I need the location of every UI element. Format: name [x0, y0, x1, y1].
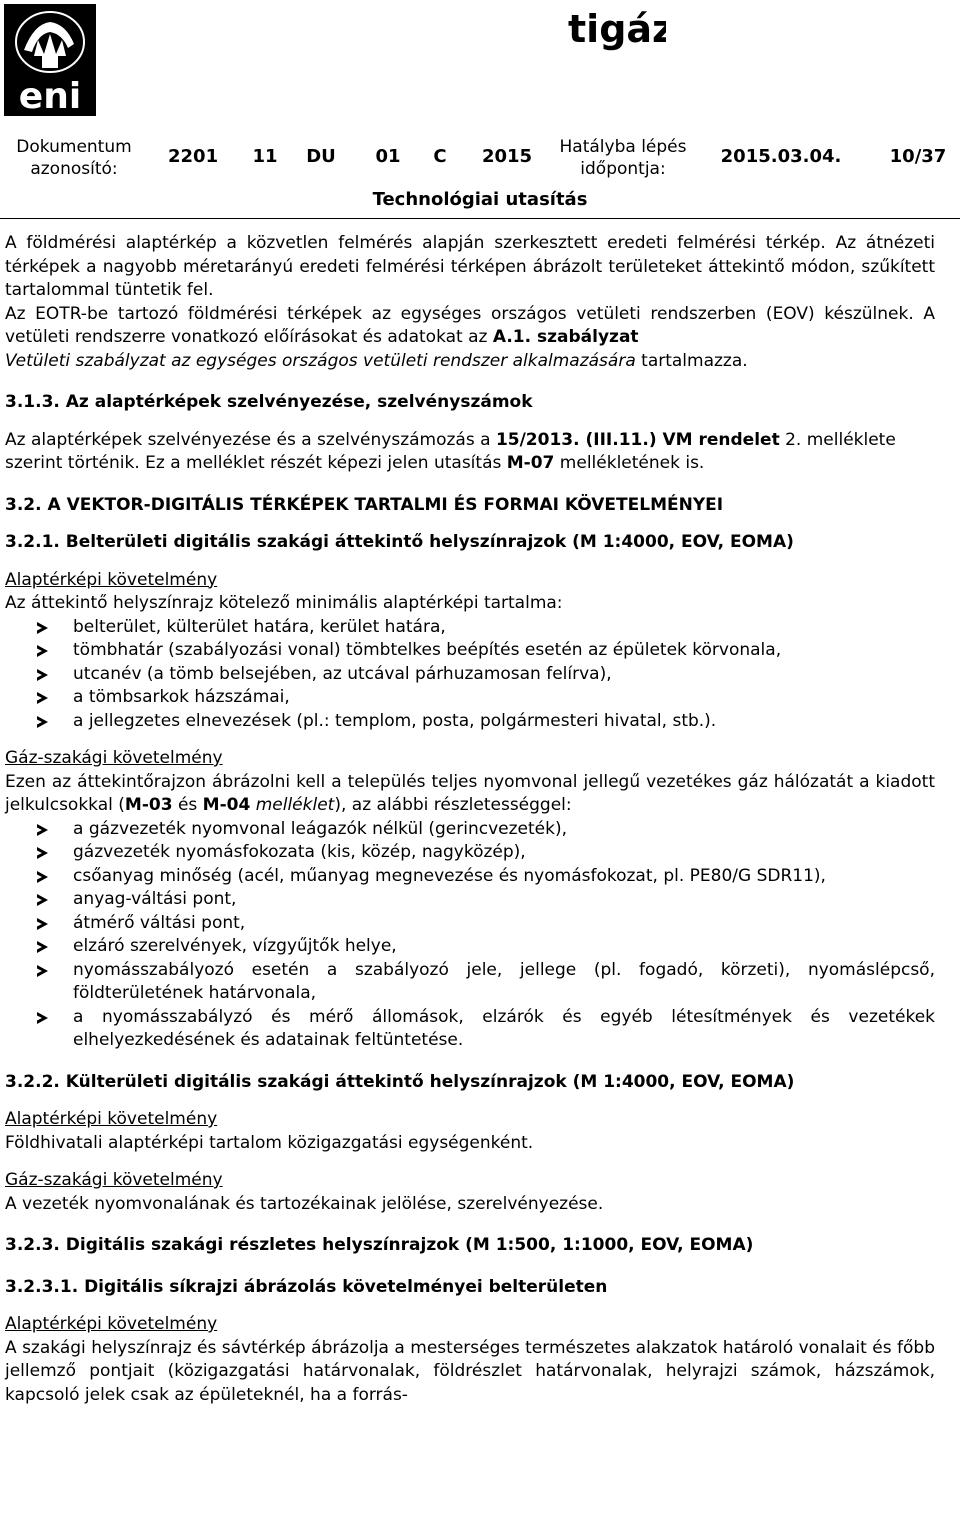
list-item: a tömbsarkok házszámai,: [5, 686, 935, 710]
arrow-bullet-icon: [5, 663, 73, 687]
tigaz-logo: [566, 2, 666, 52]
paragraph: [5, 429, 935, 476]
section-heading: 3.1.3. Az alaptérképek szelvényezése, szelvényszámok: [5, 392, 533, 412]
page-number: 10/37: [889, 146, 947, 167]
reference-bold: 15/2013. (III.11.) VM rendelet: [495, 429, 780, 450]
doc-id-label: Dokumentum azonosító:: [16, 137, 132, 179]
list-item: anyag-váltási pont,: [5, 888, 935, 912]
arrow-bullet-icon: [5, 912, 73, 936]
arrow-bullet-icon: [5, 959, 73, 1006]
arrow-bullet-icon: [5, 1006, 73, 1053]
reference-bold: A.1. szabályzat: [492, 327, 639, 347]
paragraph: A vezeték nyomvonalának és tartozékainak jelölése, szerelvényezése.: [5, 1193, 604, 1214]
list-item: átmérő váltási pont,: [5, 912, 935, 936]
arrow-bullet-icon: [5, 818, 73, 842]
arrow-bullet-icon: [5, 616, 73, 640]
reference-bold: M-04: [202, 795, 251, 815]
list-item: elzáró szerelvények, vízgyűjtők helye,: [5, 935, 935, 959]
subheading: Alaptérképi követelmény: [5, 569, 218, 590]
doc-id-part: 11: [252, 146, 278, 167]
text-run: tartalmazza.: [635, 350, 748, 371]
arrow-bullet-icon: [5, 639, 73, 663]
list-item: nyomásszabályozó esetén a szabályozó jele, jellege (pl. fogadó, körzeti), nyomáslépcső, földterületének határvonala,: [5, 959, 935, 1006]
doc-id-part: 2201: [168, 146, 219, 167]
text-run: és: [172, 795, 203, 815]
eni-logo: [4, 4, 96, 116]
paragraph: [5, 771, 935, 818]
section-heading: 3.2.3.1. Digitális síkrajzi ábrázolás követelményei belterületen: [5, 1276, 608, 1297]
paragraph: Az áttekintő helyszínrajz kötelező minimális alaptérképi tartalma:: [5, 593, 563, 613]
effective-date: 2015.03.04.: [720, 146, 842, 167]
arrow-bullet-icon: [5, 865, 73, 889]
text-run: ), az alábbi részletességgel:: [334, 795, 572, 815]
list-item: gázvezeték nyomásfokozata (kis, közép, nagyközép),: [5, 841, 935, 865]
effective-date-label: Hatályba lépés időpontja:: [559, 137, 687, 179]
text-run: Az alaptérképek szelvényezése és a szelvényszámozás a: [5, 429, 496, 450]
section-heading: 3.2.2. Külterületi digitális szakági áttekintő helyszínrajzok (M 1:4000, EOV, EOMA): [5, 1071, 795, 1092]
list-item: a nyomásszabályzó és mérő állomások, elzárók és egyéb létesítmények és vezetékek elhelyezkedésének és adatainak feltüntetése.: [5, 1006, 935, 1053]
text-run: mellékletének is.: [554, 453, 705, 473]
doc-id-part: C: [433, 146, 447, 167]
reference-bold: M-07: [506, 453, 555, 473]
text-run: Az EOTR-be tartozó földmérési térképek az egységes országos vetületi rendszerben (EOV) készülnek. A vetületi rendszerre vonatkozó előírásokat és adatokat az: [5, 303, 935, 347]
doc-id-part: 01: [375, 146, 401, 167]
subheading: Gáz-szakági követelmény: [5, 1170, 223, 1190]
arrow-bullet-icon: [5, 888, 73, 912]
section-heading: 3.2. A VEKTOR-DIGITÁLIS TÉRKÉPEK TARTALMI ÉS FORMAI KÖVETELMÉNYEI: [5, 494, 724, 515]
eni-logo-text: eni: [18, 76, 82, 116]
section-heading: 3.2.3. Digitális szakági részletes helyszínrajzok (M 1:500, 1:1000, EOV, EOMA): [5, 1235, 754, 1255]
list-item: a gázvezeték nyomvonal leágazók nélkül (gerincvezeték),: [5, 818, 935, 842]
list-item: utcanév (a tömb belsejében, az utcával párhuzamosan felírva),: [5, 663, 935, 687]
paragraph: A szakági helyszínrajz és sávtérkép ábrázolja a mesterséges természetes alakzatok határoló vonalait és főbb jellemző pontjait (közigazgatási határvonalak, földrészlet határvonalak, helyrajzi számok, házszámok, kapcsoló jelek csak az épületeknél, ha a forrás-: [5, 1337, 935, 1405]
section-heading: 3.2.1. Belterületi digitális szakági áttekintő helyszínrajzok (M 1:4000, EOV, EOMA): [5, 532, 794, 552]
subheading: Gáz-szakági követelmény: [5, 748, 223, 768]
reference-bold: M-03: [124, 795, 173, 815]
arrow-bullet-icon: [5, 710, 73, 734]
paragraph: A földmérési alaptérkép a közvetlen felmérés alapján szerkesztett eredeti felmérési térkép. Az átnézeti térképek a nagyobb méretarányú eredeti felmérési térképen ábrázolt területeket áttekintő módon, szűkített tartalommal tüntetik fel.: [5, 233, 935, 300]
text-run: 2. melléklete szerint történik. Ez a melléklet részét képezi jelen utasítás: [5, 429, 896, 473]
arrow-bullet-icon: [5, 686, 73, 710]
arrow-bullet-icon: [5, 841, 73, 865]
subheading: Alaptérképi követelmény: [5, 1314, 218, 1334]
arrow-bullet-icon: [5, 935, 73, 959]
header-divider: [0, 218, 960, 219]
document-body: [5, 232, 935, 1407]
document-title: Technológiai utasítás: [372, 189, 588, 210]
list-item: belterület, külterület határa, kerület határa,: [5, 616, 935, 640]
reference-italic: Vetületi szabályzat az egységes országos vetületi rendszer alkalmazására: [5, 350, 636, 371]
doc-id-part: DU: [306, 146, 336, 167]
list-item: csőanyag minőség (acél, műanyag megnevezése és nyomásfokozat, pl. PE80/G SDR11),: [5, 865, 935, 889]
list-item: tömbhatár (szabályozási vonal) tömbtelkes beépítés esetén az épületek körvonala,: [5, 639, 935, 663]
paragraph: Földhivatali alaptérképi tartalom közigazgatási egységenként.: [5, 1132, 534, 1153]
document-header: [0, 128, 960, 188]
list-item: a jellegzetes elnevezések (pl.: templom, posta, polgármesteri hivatal, stb.).: [5, 710, 935, 734]
reference-italic: melléklet: [255, 795, 335, 815]
tigaz-logo-text: tigáz: [568, 7, 666, 51]
paragraph: [5, 303, 935, 374]
subheading: Alaptérképi követelmény: [5, 1109, 218, 1129]
text-run: Ezen az áttekintőrajzon ábrázolni kell a település teljes nyomvonal jellegű vezetékes gáz hálózatát a kiadott jelkulcsokkal (: [5, 771, 935, 815]
doc-id-part: 2015: [481, 146, 533, 167]
